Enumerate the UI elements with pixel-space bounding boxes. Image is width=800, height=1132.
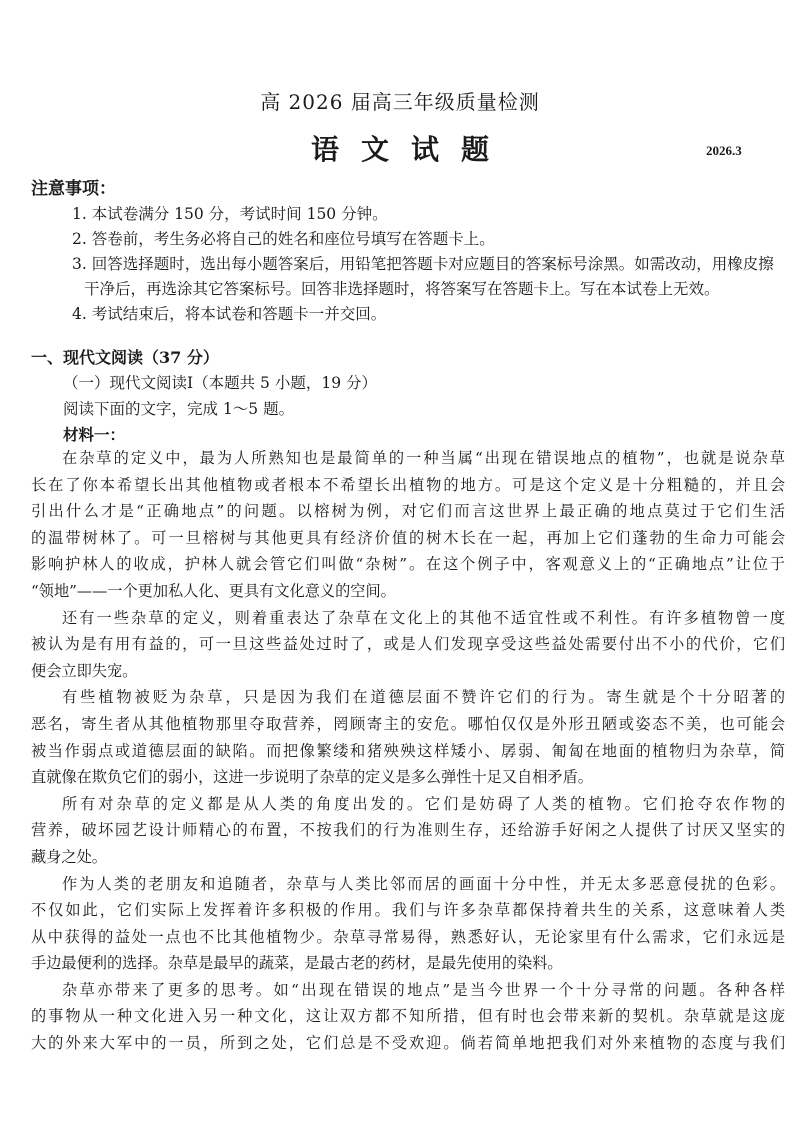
- passage-line: 在杂草的定义中，最为人所熟知也是最简单的一种当属“出现在错误地点的植物”，也就是说杂草: [62, 449, 785, 467]
- passage-paragraph: [31, 605, 785, 685]
- passage-paragraph: [31, 684, 785, 790]
- reading-passage: [31, 445, 785, 1057]
- note-item: 1. 本试卷满分 150 分，考试时间 150 分钟。: [72, 205, 388, 223]
- subject-title: 语文试题: [310, 133, 511, 166]
- passage-line: 有些植物被贬为杂草，只是因为我们在道德层面不赞许它们的行为。寄生就是个十分昭著的: [62, 688, 785, 707]
- passage-line: 所有对杂草的定义都是从人类的角度出发的。它们是妨碍了人类的植物。它们抢夺农作物的: [62, 794, 785, 813]
- section-heading: 一、现代文阅读（37 分）: [31, 348, 219, 367]
- passage-line: 便会立即失宠。: [31, 661, 138, 680]
- material-label: 材料一：: [63, 425, 126, 444]
- passage-line: 杂草亦带来了更多的思考。如“出现在错误的地点”是当今世界一个十分寻常的问题。各种各样: [62, 980, 785, 999]
- passage-line: 藏身之处。: [31, 847, 107, 866]
- exam-date: 2026.3: [706, 143, 742, 158]
- passage-paragraph: [31, 977, 785, 1057]
- passage-line: 长在了你本希望长出其他植物或者根本不希望长出植物的地方。可是这个定义是十分粗糙的，并且会: [31, 475, 785, 494]
- passage-line: 的事物从一种文化进入另一种文化，这让双方都不知所措，但有时也会带来新的契机。杂草就是这庞: [31, 1007, 785, 1026]
- passage-paragraph: [31, 871, 785, 977]
- passage-line: “领地”——一个更加私人化、更具有文化意义的空间。: [31, 581, 396, 600]
- passage-paragraph: [31, 445, 785, 605]
- passage-line: 的温带树林了。可一旦榕树与其他更具有经济价值的树木长在一起，再加上它们蓬勃的生命力可能会: [31, 528, 785, 547]
- passage-line: 恶名，寄生者从其他植物那里夺取营养，罔顾寄主的安危。哪怕仅仅是外形丑陋或姿态不美，也可能会: [31, 714, 785, 733]
- notes-heading: 注意事项：: [31, 179, 116, 199]
- passage-paragraph: [31, 791, 785, 871]
- note-item-continuation: 干净后，再选涂其它答案标号。回答非选择题时，将答案写在答题卡上。写在本试卷上无效。: [84, 280, 720, 298]
- passage-line: 营养，破坏园艺设计师精心的布置，不按我们的行为准则生存，还给游手好闲之人提供了讨厌又坚实的: [31, 821, 785, 840]
- reading-instruction: 阅读下面的文字，完成 1～5 题。: [63, 400, 295, 418]
- note-item: 2. 答卷前，考生务必将自己的姓名和座位号填写在答题卡上。: [72, 230, 495, 248]
- passage-line: 被认为是有用有益的，可一旦这些益处过时了，或是人们发现享受这些益处需要付出不小的代价，它们: [31, 635, 785, 654]
- passage-line: 大的外来大军中的一员，所到之处，它们总是不受欢迎。倘若简单地把我们对外来植物的态度与我们: [31, 1034, 785, 1053]
- passage-line: 引出什么才是“正确地点”的问题。以榕树为例，对它们而言这世界上最正确的地点莫过于它们生活: [31, 502, 785, 521]
- passage-line: 作为人类的老朋友和追随者，杂草与人类比邻而居的画面十分中性，并无太多恶意侵扰的色彩。: [62, 874, 785, 893]
- passage-line: 直就像在欺负它们的弱小，这进一步说明了杂草的定义是多么弹性十足又自相矛盾。: [31, 768, 593, 787]
- passage-line: 被当作弱点或道德层面的缺陷。而把像繁缕和猪殃殃这样矮小、孱弱、匍匐在地面的植物归为杂草，简: [31, 741, 785, 760]
- subsection-heading: （一）现代文阅读Ⅰ（本题共 5 小题，19 分）: [63, 374, 377, 392]
- passage-line: 还有一些杂草的定义，则着重表达了杂草在文化上的其他不适宜性或不利性。有许多植物曾一度: [62, 608, 785, 627]
- passage-line: 手边最便利的选择。杂草是最早的蔬菜，是最古老的药材，是最先使用的染料。: [31, 954, 563, 973]
- note-item: 3. 回答选择题时，选出每小题答案后，用铅笔把答题卡对应题目的答案标号涂黑。如需改动，用橡皮擦: [72, 255, 774, 273]
- passage-line: 不仅如此，它们实际上发挥着许多积极的作用。我们与许多杂草都保持着共生的关系，这意味着人类: [31, 901, 785, 920]
- notes-list: [72, 202, 786, 327]
- passage-line: 影响护林人的收成，护林人就会管它们叫做“杂树”。在这个例子中，客观意义上的“正确地点”让位于: [31, 555, 785, 574]
- exam-title: 高 2026 届高三年级质量检测: [260, 90, 540, 114]
- note-item: 4. 考试结束后，将本试卷和答题卡一并交回。: [72, 305, 387, 323]
- passage-line: 从中获得的益处一点也不比其他植物少。杂草寻常易得，熟悉好认，无论家里有什么需求，它们永远是: [31, 927, 785, 946]
